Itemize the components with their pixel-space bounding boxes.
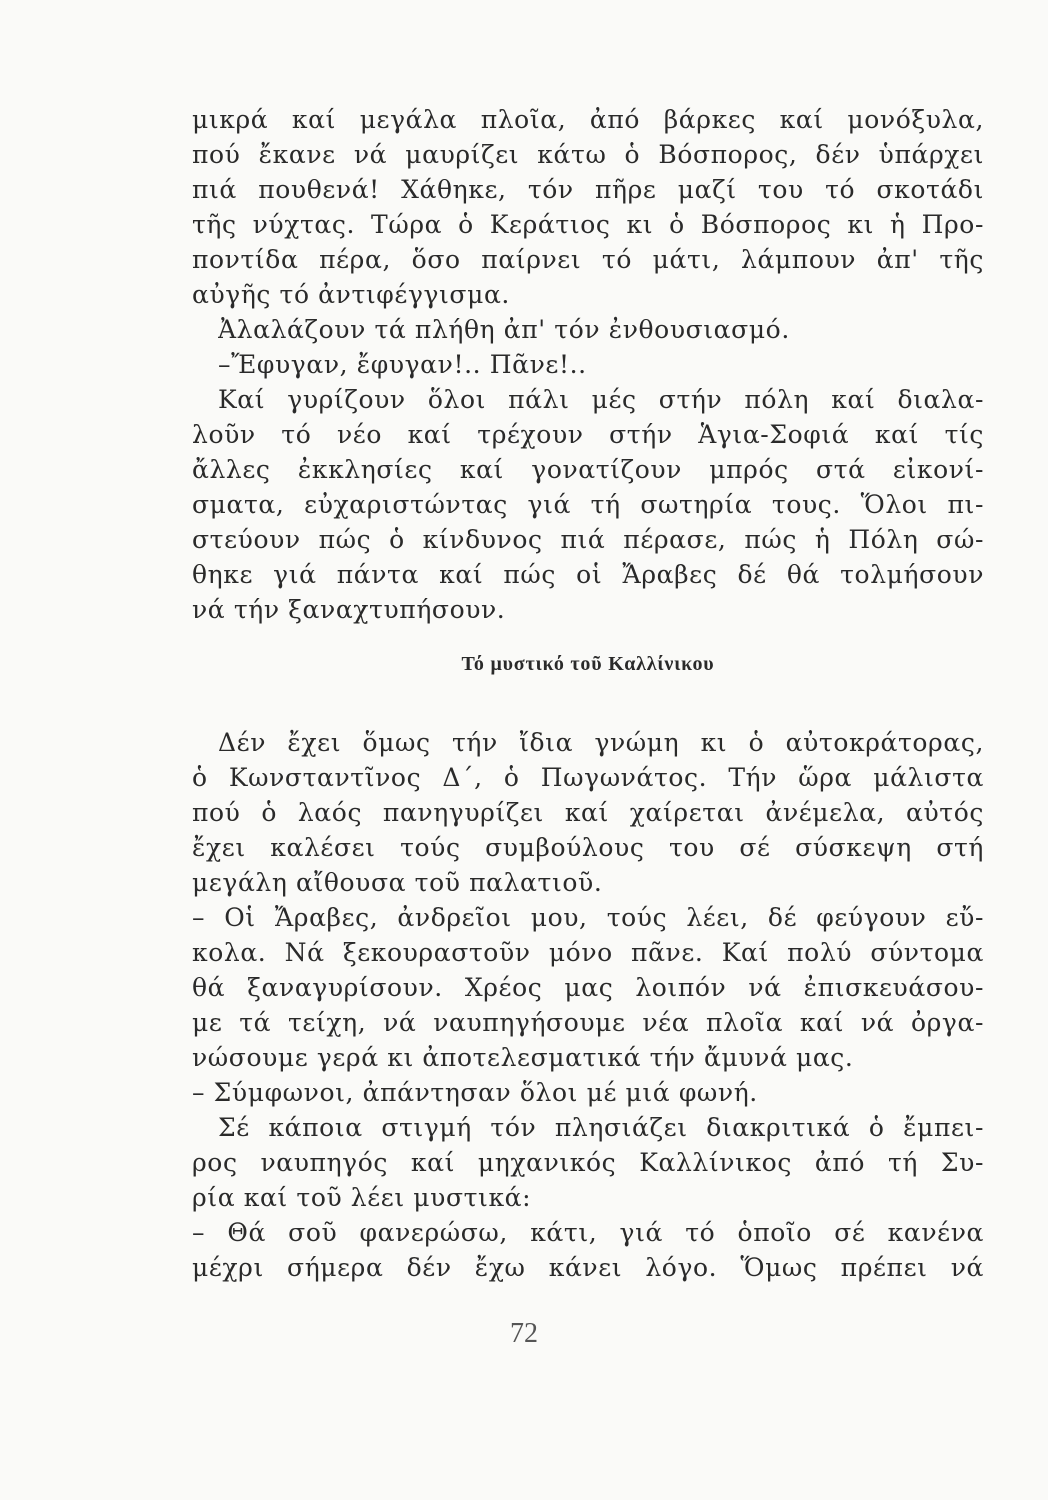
text-line: πιά πουθενά! Χάθηκε, τόν πῆρε μαζί του τό σκοτάδι xyxy=(192,175,984,204)
section-heading: Τό μυστικό τοῦ Καλλίνικου xyxy=(461,653,715,675)
text-line: μικρά καί μεγάλα πλοῖα, ἀπό βάρκες καί μονόξυλα, xyxy=(192,105,984,134)
text-line: ἄλλες ἐκκλησίες καί γονατίζουν μπρός στά εἰκονί- xyxy=(192,455,984,484)
text-line: Δέν ἔχει ὅμως τήν ἴδια γνώμη κι ὁ αὐτοκράτορας, xyxy=(218,728,984,757)
text-line: λοῦν τό νέο καί τρέχουν στήν Ἁγια-Σοφιά καί τίς xyxy=(192,420,984,449)
text-line: κολα. Νά ξεκουραστοῦν μόνο πᾶνε. Καί πολύ σύντομα xyxy=(192,938,984,967)
dialogue-line: –Ἔφυγαν, ἔφυγαν!.. Πᾶνε!.. xyxy=(218,350,587,379)
dialogue-line: – Οἱ Ἄραβες, ἀνδρεῖοι μου, τούς λέει, δέ φεύγουν εὔ- xyxy=(192,903,984,932)
text-line: νά τήν ξαναχτυπήσουν. xyxy=(192,595,506,624)
text-line: θηκε γιά πάντα καί πώς οἱ Ἄραβες δέ θά τολμήσουν xyxy=(192,560,984,589)
dialogue-line: – Θά σοῦ φανερώσω, κάτι, γιά τό ὁποῖο σέ κανένα xyxy=(192,1218,984,1247)
text-line: ρία καί τοῦ λέει μυστικά: xyxy=(192,1183,532,1212)
text-line: θά ξαναγυρίσουν. Χρέος μας λοιπόν νά ἐπισκευάσου- xyxy=(192,973,984,1002)
text-line: νώσουμε γερά κι ἀποτελεσματικά τήν ἄμυνά μας. xyxy=(192,1043,854,1072)
text-line: Ἀλαλάζουν τά πλήθη ἀπ' τόν ἐνθουσιασμό. xyxy=(218,315,790,344)
text-line: ποντίδα πέρα, ὅσο παίρνει τό μάτι, λάμπουν ἀπ' τῆς xyxy=(192,245,984,274)
dialogue-line: – Σύμφωνοι, ἀπάντησαν ὅλοι μέ μιά φωνή. xyxy=(192,1078,758,1107)
text-line: στεύουν πώς ὁ κίνδυνος πιά πέρασε, πώς ἡ Πόλη σώ- xyxy=(192,525,984,554)
text-line: σματα, εὐχαριστώντας γιά τή σωτηρία τους. Ὅλοι πι- xyxy=(192,490,984,519)
text-line: Σέ κάποια στιγμή τόν πλησιάζει διακριτικά ὁ ἔμπει- xyxy=(218,1113,984,1142)
text-line: πού ἔκανε νά μαυρίζει κάτω ὁ Βόσπορος, δέν ὑπάρχει xyxy=(192,140,984,169)
text-line: μέχρι σήμερα δέν ἔχω κάνει λόγο. Ὅμως πρέπει νά xyxy=(192,1253,984,1282)
text-line: ρος ναυπηγός καί μηχανικός Καλλίνικος ἀπό τή Συ- xyxy=(192,1148,984,1177)
text-line: ἔχει καλέσει τούς συμβούλους του σέ σύσκεψη στή xyxy=(192,833,984,862)
text-line: ὁ Κωνσταντῖνος Δ΄, ὁ Πωγωνάτος. Τήν ὥρα μάλιστα xyxy=(192,763,984,792)
text-line: Καί γυρίζουν ὅλοι πάλι μές στήν πόλη καί διαλα- xyxy=(218,385,984,414)
text-line: αὐγῆς τό ἀντιφέγγισμα. xyxy=(192,280,510,309)
text-line: τῆς νύχτας. Τώρα ὁ Κεράτιος κι ὁ Βόσπορος κι ἡ Προ- xyxy=(192,210,984,239)
text-line: πού ὁ λαός πανηγυρίζει καί χαίρεται ἀνέμελα, αὐτός xyxy=(192,798,984,827)
text-line: με τά τείχη, νά ναυπηγήσουμε νέα πλοῖα καί νά ὀργα- xyxy=(192,1008,984,1037)
page-number: 72 xyxy=(510,1318,538,1349)
text-line: μεγάλη αἴθουσα τοῦ παλατιοῦ. xyxy=(192,868,603,897)
